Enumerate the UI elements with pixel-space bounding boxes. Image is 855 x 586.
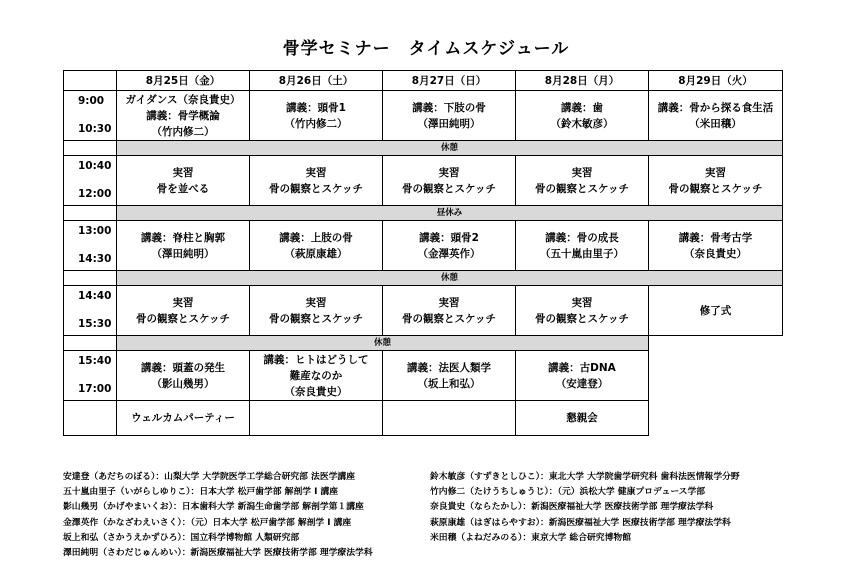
break-row <box>64 271 783 286</box>
break-label: 休憩 <box>117 336 649 351</box>
page-title: 骨学セミナー タイムスケジュール <box>282 39 570 59</box>
event-row <box>64 401 783 436</box>
cell-line: （安達登） <box>555 377 609 390</box>
cell-line: 骨の観察とスケッチ <box>535 312 629 325</box>
session-cell <box>649 156 783 206</box>
session-cell <box>383 91 516 141</box>
cell-line: （萩原康雄） <box>284 247 348 260</box>
session-cell <box>250 221 383 271</box>
lecturer-entry: 竹内修二（たけうちしゅうじ）：（元）浜松大学 健康プロデュース学部 <box>430 487 706 498</box>
time-cell <box>64 286 117 336</box>
cell-line: （金澤英作） <box>417 247 481 260</box>
session-cell <box>649 286 783 336</box>
cell-line: 実習 <box>571 296 593 309</box>
cell-line: 講義：頭骨1 <box>286 101 346 114</box>
end-time: 15:30 <box>78 318 112 330</box>
cell-line: 骨の観察とスケッチ <box>269 312 363 325</box>
session-cell <box>649 221 783 271</box>
cell-line: （米田穣） <box>689 117 742 130</box>
empty-cell <box>649 336 783 351</box>
header-row <box>64 71 783 91</box>
cell-line: 骨を並べる <box>156 182 210 195</box>
session-cell <box>516 221 649 271</box>
session-row <box>64 221 783 271</box>
session-cell <box>250 286 383 336</box>
cell-line: 骨の観察とスケッチ <box>269 182 363 195</box>
time-cell <box>64 206 117 221</box>
session-cell <box>516 351 649 401</box>
cell-line: 実習 <box>305 166 327 179</box>
lecturer-entry: 米田穣（よねだみのる）：東京大学 総合研究博物館 <box>430 532 631 543</box>
day-header: 8月27日（日） <box>383 71 516 91</box>
session-cell <box>250 91 383 141</box>
session-row <box>64 156 783 206</box>
lecturer-list-left <box>63 470 373 561</box>
break-label: 休憩 <box>117 271 783 286</box>
session-row <box>64 91 783 141</box>
cell-line: （竹内修二） <box>151 125 215 138</box>
empty-cell <box>250 401 383 436</box>
end-time: 12:00 <box>78 188 112 200</box>
lecturer-entry: 萩原康雄（はぎはらやすお）：新潟医療福祉大学 医療技術学部 理学療法学科 <box>430 517 731 528</box>
cell-line: 講義：歯 <box>561 101 603 114</box>
session-cell <box>649 91 783 141</box>
day-header: 8月25日（金） <box>117 71 250 91</box>
lecturer-entry: 坂上和弘（さかうえかずひろ）：国立科学博物館 人類研究部 <box>63 532 300 543</box>
session-cell <box>117 221 250 271</box>
cell-line: 実習 <box>438 296 460 309</box>
cell-line: 骨の観察とスケッチ <box>535 182 629 195</box>
cell-line: 講義：骨学概論 <box>146 109 220 122</box>
session-cell <box>117 286 250 336</box>
cell-line: 実習 <box>438 166 460 179</box>
cell-line: 実習 <box>172 166 194 179</box>
cell-line: （澤田純明） <box>417 117 481 130</box>
cell-line: 骨の観察とスケッチ <box>402 312 496 325</box>
session-cell <box>117 156 250 206</box>
session-cell <box>117 91 250 141</box>
time-cell <box>64 336 117 351</box>
cell-line: 講義：古DNA <box>548 361 616 374</box>
break-label: 休憩 <box>117 141 783 156</box>
cell-line: 講義：骨考古学 <box>678 231 753 244</box>
lecturer-entry: 鈴木敏彦（すずきとしひこ）：東北大学 大学院歯学研究科 歯科法医情報学分野 <box>430 472 740 482</box>
cell-line: （竹内修二） <box>284 117 348 130</box>
lecturer-entry: 五十嵐由里子（いがらしゆりこ）：日本大学 松戸歯学部 解剖学 I 講座 <box>63 487 339 498</box>
day-header: 8月29日（火） <box>649 71 783 91</box>
lecturer-entry: 澤田純明（さわだじゅんめい）：新潟医療福祉大学 医療技術学部 理学療法学科 <box>63 548 373 559</box>
empty-cell <box>383 401 516 436</box>
cell-line: 実習 <box>305 296 327 309</box>
lecturer-list-right <box>430 470 740 546</box>
cell-line: 講義：頭蓋の発生 <box>141 361 225 374</box>
time-cell <box>64 91 117 141</box>
time-cell <box>64 351 117 401</box>
lecturer-entry: 影山幾男（かげやまいくお）：日本歯科大学 新潟生命歯学部 解剖学第１講座 <box>63 502 364 513</box>
cell-line: （鈴木敏彦） <box>550 117 614 130</box>
session-row <box>64 286 783 336</box>
session-cell <box>250 351 383 401</box>
time-cell <box>64 141 117 156</box>
cell-line: 講義：上肢の骨 <box>279 231 353 244</box>
day-header: 8月26日（土） <box>250 71 383 91</box>
time-cell <box>64 271 117 286</box>
time-cell <box>64 156 117 206</box>
lunch-label: 昼休み <box>117 206 783 221</box>
break-row <box>64 336 783 351</box>
lecturer-entry: 奈良貴史（ならたかし）：新潟医療福祉大学 医療技術学部 理学療法学科 <box>430 502 714 513</box>
start-time: 9:00 <box>78 95 105 107</box>
end-time: 10:30 <box>78 123 112 135</box>
empty-cell <box>649 401 783 436</box>
session-cell <box>516 286 649 336</box>
cell-line: 難産なのか <box>289 369 343 382</box>
end-time: 17:00 <box>78 383 112 395</box>
session-cell <box>516 156 649 206</box>
lecturer-entry: 安達登（あだちのぼる）：山梨大学 大学院医学工学総合研究部 法医学講座 <box>63 472 356 482</box>
session-cell <box>117 351 250 401</box>
cell-line: （奈良貴史） <box>684 247 747 260</box>
cell-line: （五十嵐由里子） <box>540 247 624 260</box>
lunch-row <box>64 206 783 221</box>
cell-line: （坂上和弘） <box>417 377 481 390</box>
lecturer-entry: 金澤英作（かなざわえいさく）：（元）日本大学 松戸歯学部 解剖学 I 講座 <box>63 517 352 528</box>
start-time: 10:40 <box>78 160 112 172</box>
cell-line: 骨の観察とスケッチ <box>402 182 496 195</box>
cell-line: 骨の観察とスケッチ <box>668 182 763 195</box>
cell-line: 講義：下肢の骨 <box>412 101 486 114</box>
cell-line: 講義：法医人類学 <box>407 361 491 374</box>
start-time: 13:00 <box>78 225 112 237</box>
cell-line: 修了式 <box>699 304 732 317</box>
corner-cell <box>64 71 117 91</box>
empty-cell <box>649 351 783 401</box>
event-cell: ウェルカムパーティー <box>117 401 250 436</box>
start-time: 14:40 <box>78 290 112 302</box>
session-cell <box>383 286 516 336</box>
session-cell <box>250 156 383 206</box>
time-cell <box>64 401 117 436</box>
cell-line: 講義：脊柱と胸郭 <box>141 231 225 244</box>
cell-line: 骨の観察とスケッチ <box>136 312 230 325</box>
session-cell <box>383 351 516 401</box>
break-row <box>64 141 783 156</box>
start-time: 15:40 <box>78 355 112 367</box>
session-cell <box>516 91 649 141</box>
cell-line: ガイダンス（奈良貴史） <box>125 93 241 106</box>
session-cell <box>383 221 516 271</box>
event-cell: 懇親会 <box>516 401 649 436</box>
end-time: 14:30 <box>78 253 112 265</box>
cell-line: 実習 <box>172 296 194 309</box>
cell-line: （澤田純明） <box>151 247 215 260</box>
cell-line: 実習 <box>705 166 726 179</box>
cell-line: 講義：頭骨2 <box>419 231 479 244</box>
cell-line: （奈良貴史） <box>284 385 348 398</box>
cell-line: 講義：骨から探る食生活 <box>657 101 774 114</box>
cell-line: 講義：ヒトはどうして <box>263 353 369 366</box>
session-row <box>64 351 783 401</box>
day-header: 8月28日（月） <box>516 71 649 91</box>
cell-line: 実習 <box>571 166 593 179</box>
session-cell <box>383 156 516 206</box>
time-cell <box>64 221 117 271</box>
schedule-table <box>63 70 783 436</box>
cell-line: （影山幾男） <box>151 377 215 390</box>
cell-line: 講義：骨の成長 <box>545 231 619 244</box>
